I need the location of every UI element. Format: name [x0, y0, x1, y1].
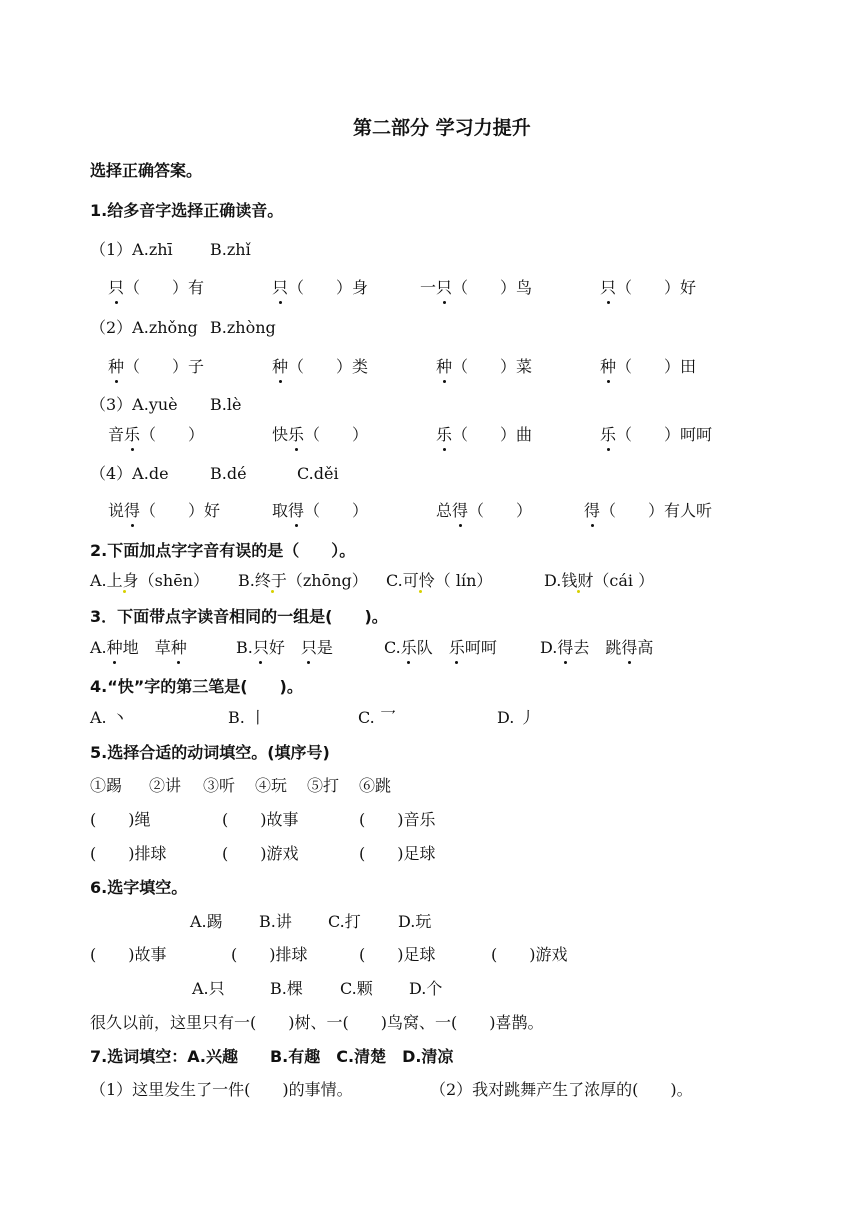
q5-choice: ③听 [203, 776, 236, 795]
q5-choice: ④玩 [255, 776, 288, 795]
q5-blank: ( )游戏 [222, 844, 299, 863]
q6-choice: B.讲 [259, 912, 292, 931]
q3-option-d: D.得去 跳得高 [540, 638, 654, 657]
q2-option-a: A.上身（shēn） [90, 571, 209, 590]
q1-g3-option-a: （3）A.yuè [90, 395, 178, 414]
q5-blank: ( )音乐 [359, 810, 436, 829]
q1-g1-item: 只（ ）有 [108, 278, 205, 297]
q6-choice: C.颗 [340, 979, 373, 998]
q1-g2-item: 种（ ）类 [272, 357, 369, 376]
q1-g2-item: 种（ ）菜 [436, 357, 533, 376]
q5-choice: ②讲 [149, 776, 182, 795]
q1-g4-item: 总得（ ） [436, 501, 533, 520]
q3-heading: 3．下面带点字读音相同的一组是( )。 [90, 607, 388, 626]
q5-blank: ( )足球 [359, 844, 436, 863]
q1-g4-option-c: C.děi [297, 464, 339, 483]
q4-heading: 4.“快”字的第三笔是( )。 [90, 677, 303, 696]
q4-option-c: C. 乛 [358, 708, 396, 727]
q4-option-b: B. 丨 [228, 708, 266, 727]
q4-option-d: D. 丿 [497, 708, 536, 727]
q3-option-c: C.乐队 乐呵呵 [384, 638, 497, 657]
q1-g3-item: 快乐（ ） [272, 425, 369, 444]
q6-choice: C.打 [328, 912, 361, 931]
q1-g2-option-b: B.zhòng [210, 318, 276, 337]
q1-g4-item: 得（ ）有人听 [584, 501, 713, 520]
q5-choice: ⑥跳 [359, 776, 392, 795]
q1-g1-item: 一只（ ）鸟 [420, 278, 533, 297]
q6-sentence: 很久以前，这里只有一( )树、一( )鸟窝、一( )喜鹊。 [90, 1013, 544, 1032]
q1-g2-item: 种（ ）田 [600, 357, 697, 376]
q5-choice: ⑤打 [307, 776, 340, 795]
q5-heading: 5.选择合适的动词填空。(填序号) [90, 743, 330, 762]
q1-g3-item: 乐（ ）曲 [436, 425, 533, 444]
q3-option-b: B.只好 只是 [236, 638, 333, 657]
q1-g1-item: 只（ ）好 [600, 278, 697, 297]
q1-g4-option-b: B.dé [210, 464, 247, 483]
q1-g2-option-a: （2）A.zhǒng [90, 318, 198, 337]
q4-option-a: A. 丶 [90, 708, 128, 727]
q1-g1-option-a: （1）A.zhī [90, 240, 173, 259]
q6-choice: D.个 [409, 979, 443, 998]
q2-option-b: B.终于（zhōng） [238, 571, 368, 590]
q2-option-d: D.钱财（cái ） [544, 571, 655, 590]
q7-heading: 7.选词填空：A.兴趣 B.有趣 C.清楚 D.清凉 [90, 1047, 454, 1066]
q1-g3-option-b: B.lè [210, 395, 242, 414]
q1-g3-item: 音乐（ ） [108, 425, 205, 444]
q1-g4-option-a: （4）A.de [90, 464, 169, 483]
q2-heading: 2.下面加点字字音有误的是（ ）。 [90, 541, 356, 560]
q6-choice: B.棵 [270, 979, 303, 998]
q6-blank: ( )排球 [231, 945, 308, 964]
q2-option-c: C.可怜（ lín） [386, 571, 493, 590]
q5-blank: ( )故事 [222, 810, 299, 829]
q1-g4-item: 说得（ ）好 [108, 501, 221, 520]
q3-option-a: A.种地 草种 [90, 638, 187, 657]
instruction: 选择正确答案。 [90, 161, 203, 180]
q7-item: （1）这里发生了一件( )的事情。 [90, 1080, 353, 1099]
q5-choice: ①踢 [90, 776, 123, 795]
q6-choice: A.踢 [190, 912, 223, 931]
q5-blank: ( )绳 [90, 810, 151, 829]
q1-heading: 1.给多音字选择正确读音。 [90, 201, 284, 220]
page-title: 第二部分 学习力提升 [353, 117, 531, 139]
q5-blank: ( )排球 [90, 844, 167, 863]
q1-g4-item: 取得（ ） [272, 501, 369, 520]
q1-g3-item: 乐（ ）呵呵 [600, 425, 713, 444]
q6-blank: ( )游戏 [491, 945, 568, 964]
q6-blank: ( )故事 [90, 945, 167, 964]
q6-choice: D.玩 [398, 912, 432, 931]
q1-g1-item: 只（ ）身 [272, 278, 369, 297]
q1-g2-item: 种（ ）子 [108, 357, 205, 376]
q6-choice: A.只 [192, 979, 225, 998]
q7-item: （2）我对跳舞产生了浓厚的( )。 [430, 1080, 693, 1099]
q6-blank: ( )足球 [359, 945, 436, 964]
q1-g1-option-b: B.zhǐ [210, 240, 251, 259]
q6-heading: 6.选字填空。 [90, 878, 188, 897]
